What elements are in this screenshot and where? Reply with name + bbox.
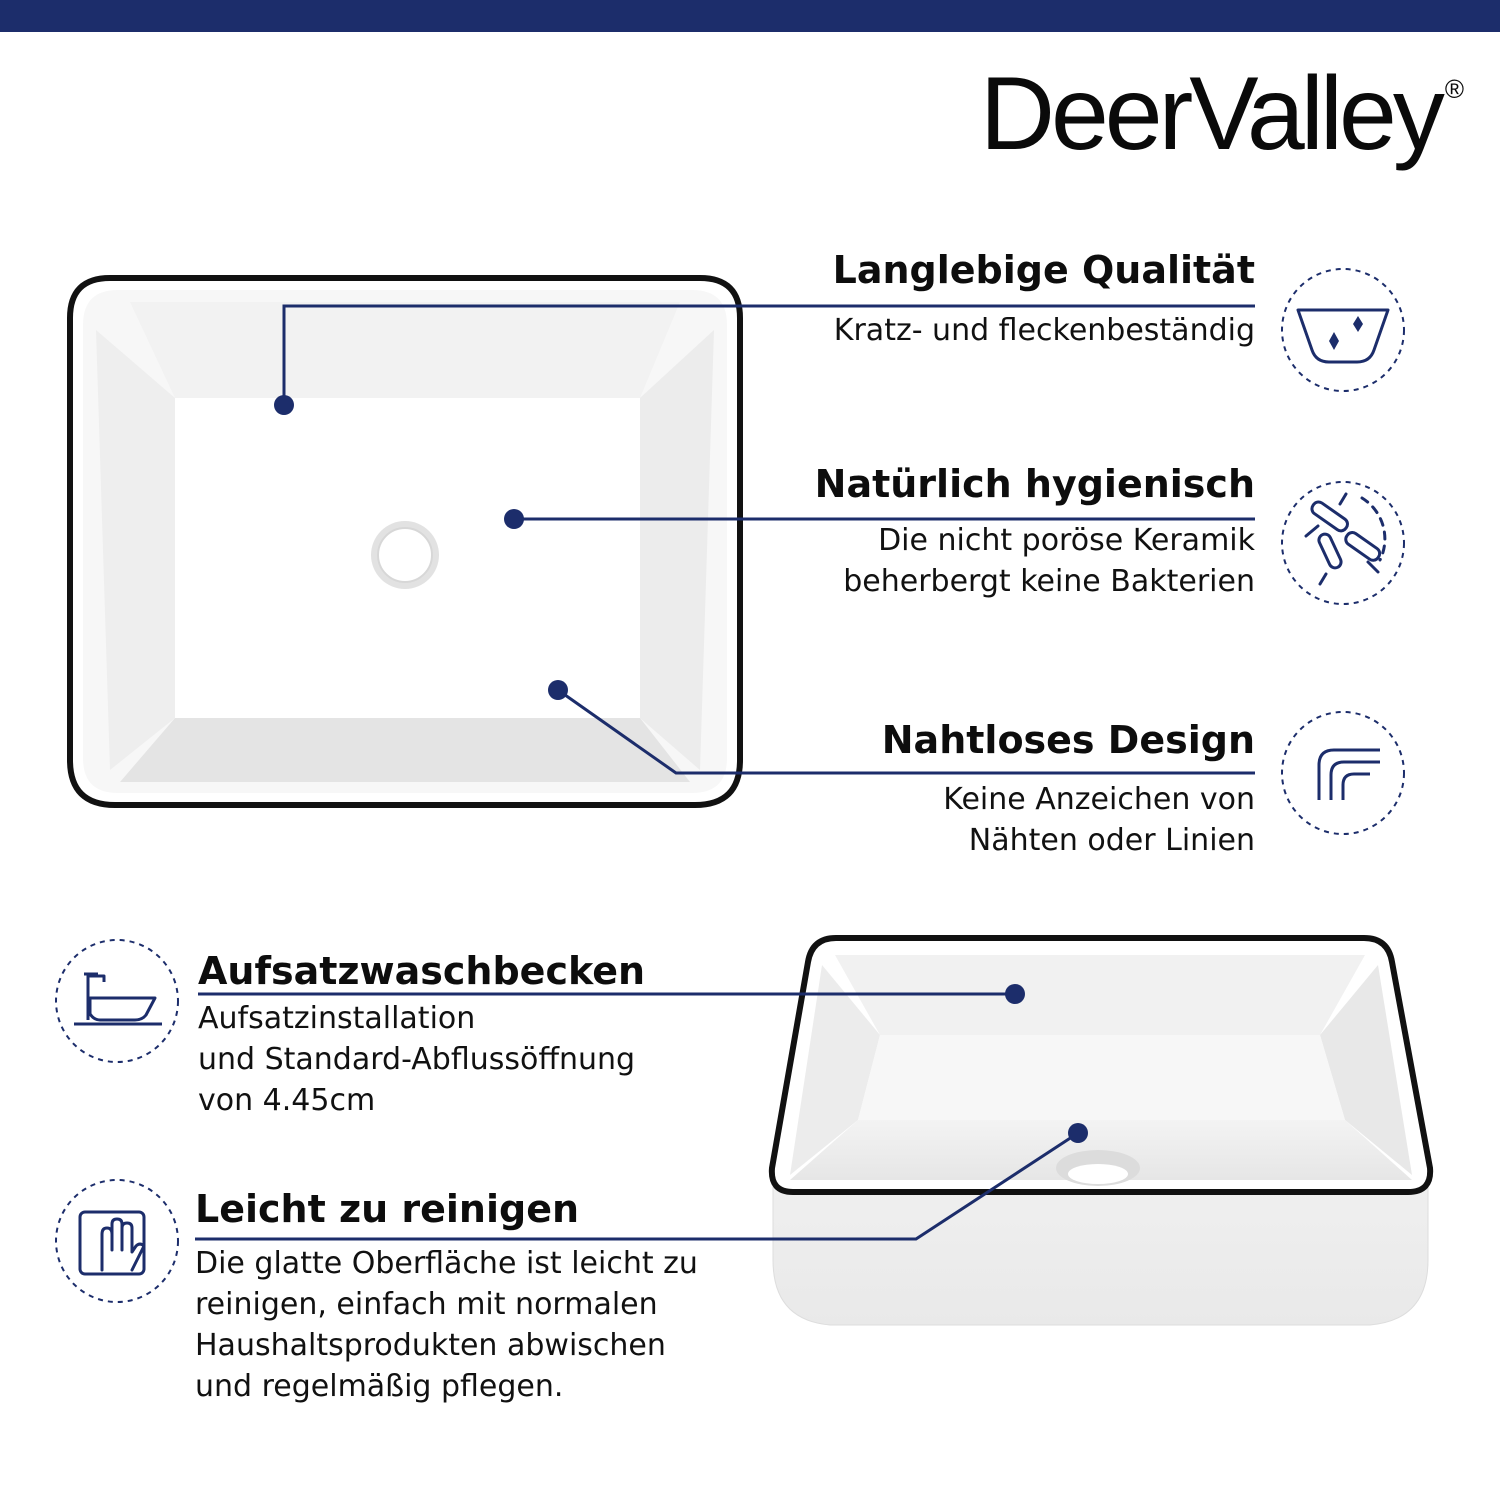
callout-dot-quality xyxy=(274,395,294,415)
feature-desc-line: und Standard-Abflussöffnung xyxy=(198,1042,636,1077)
feature-desc-line: Aufsatzinstallation xyxy=(198,1001,476,1036)
callout-dot-seamless xyxy=(548,680,568,700)
feature-title-seamless: Nahtloses Design xyxy=(881,718,1255,762)
feature-desc-line: beherbergt keine Bakterien xyxy=(843,564,1255,599)
callout-dot-hygiene xyxy=(504,509,524,529)
scratch-resistant-sink-icon xyxy=(1298,310,1388,362)
feature-desc-hygiene xyxy=(843,520,1255,602)
seamless-corner-icon xyxy=(1319,750,1380,800)
feature-desc-line: von 4.45cm xyxy=(198,1083,376,1118)
registered-mark: ® xyxy=(1444,74,1464,104)
feature-desc-line: reinigen, einfach mit normalen xyxy=(195,1287,658,1322)
hand-wiping-icon xyxy=(80,1212,144,1274)
feature-desc-line: Keine Anzeichen von xyxy=(943,782,1255,817)
feature-desc-clean xyxy=(195,1243,698,1407)
feature-title-hygiene: Natürlich hygienisch xyxy=(814,462,1255,506)
feature-desc-line: und regelmäßig pflegen. xyxy=(195,1369,564,1404)
feature-desc-quality xyxy=(834,310,1255,351)
feature-desc-line: Kratz- und fleckenbeständig xyxy=(833,313,1255,348)
sink-perspective-view xyxy=(772,938,1430,1325)
feature-title-clean: Leicht zu reinigen xyxy=(195,1187,580,1231)
callout-dot-clean xyxy=(1068,1123,1088,1143)
vessel-sink-faucet-icon xyxy=(74,974,162,1024)
sink-top-view xyxy=(70,278,740,805)
callout-dot-vessel xyxy=(1005,984,1025,1004)
feature-desc-line: Die glatte Oberfläche ist leicht zu xyxy=(195,1246,698,1281)
feature-desc-vessel xyxy=(198,998,635,1121)
feature-desc-line: Die nicht poröse Keramik xyxy=(878,523,1255,558)
brand-name: DeerValley xyxy=(979,56,1441,172)
bacteria-icon xyxy=(1306,494,1385,584)
feature-title-vessel: Aufsatzwaschbecken xyxy=(198,949,646,993)
feature-desc-seamless xyxy=(943,779,1255,861)
feature-title-quality: Langlebige Qualität xyxy=(832,248,1255,292)
feature-desc-line: Nähten oder Linien xyxy=(968,823,1255,858)
feature-desc-line: Haushaltsprodukten abwischen xyxy=(195,1328,666,1363)
